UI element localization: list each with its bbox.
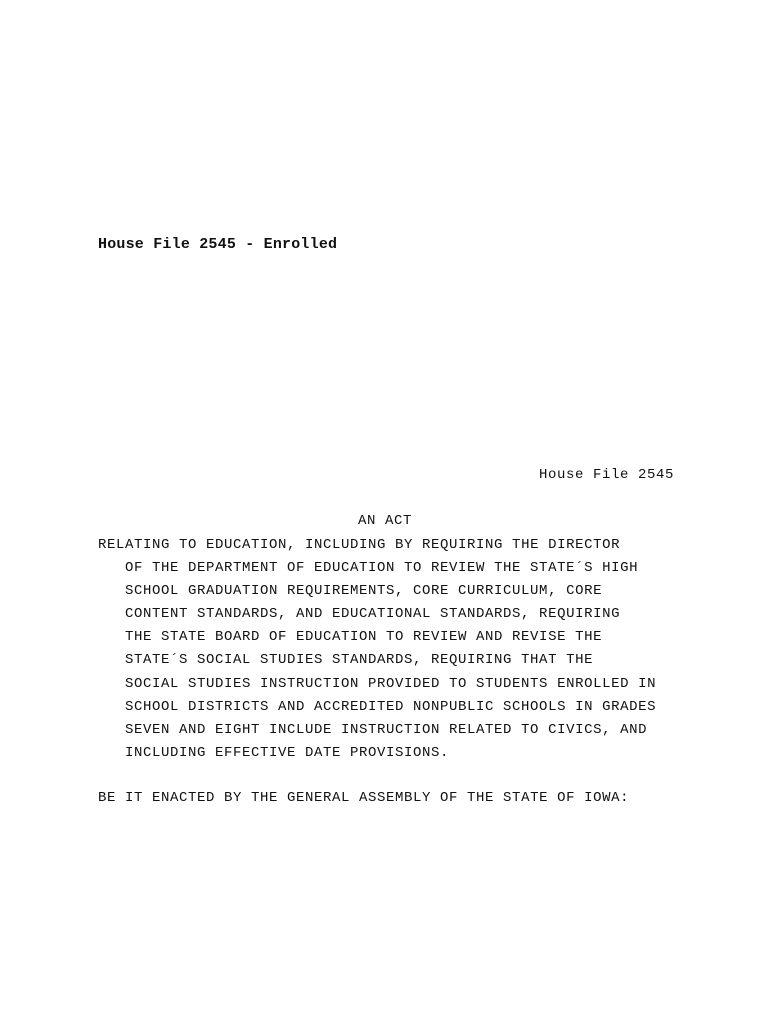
act-heading: AN ACT bbox=[357, 513, 412, 529]
act-title-line: STATE´S SOCIAL STUDIES STANDARDS, REQUIRING THAT THE bbox=[125, 652, 594, 669]
act-title-line: SEVEN AND EIGHT INCLUDE INSTRUCTION RELATED TO CIVICS, AND bbox=[125, 721, 648, 738]
act-title-line: SOCIAL STUDIES INSTRUCTION PROVIDED TO STUDENTS ENROLLED IN bbox=[125, 675, 657, 692]
act-title-block bbox=[98, 534, 698, 765]
act-title-line: OF THE DEPARTMENT OF EDUCATION TO REVIEW THE STATE´S HIGH bbox=[125, 560, 639, 577]
act-title-line: SCHOOL GRADUATION REQUIREMENTS, CORE CURRICULUM, CORE bbox=[125, 583, 603, 600]
enacting-clause: BE IT ENACTED BY THE GENERAL ASSEMBLY OF THE STATE OF IOWA: bbox=[98, 790, 630, 806]
bill-number: House File 2545 bbox=[538, 467, 674, 483]
act-title-line: INCLUDING EFFECTIVE DATE PROVISIONS. bbox=[125, 744, 450, 761]
act-title-line: RELATING TO EDUCATION, INCLUDING BY REQUIRING THE DIRECTOR bbox=[98, 537, 621, 553]
document-header-title: House File 2545 - Enrolled bbox=[98, 236, 338, 253]
act-title-line: THE STATE BOARD OF EDUCATION TO REVIEW AND REVISE THE bbox=[125, 629, 603, 646]
act-title-line: SCHOOL DISTRICTS AND ACCREDITED NONPUBLIC SCHOOLS IN GRADES bbox=[125, 698, 657, 715]
act-title-line: CONTENT STANDARDS, AND EDUCATIONAL STANDARDS, REQUIRING bbox=[125, 606, 621, 623]
